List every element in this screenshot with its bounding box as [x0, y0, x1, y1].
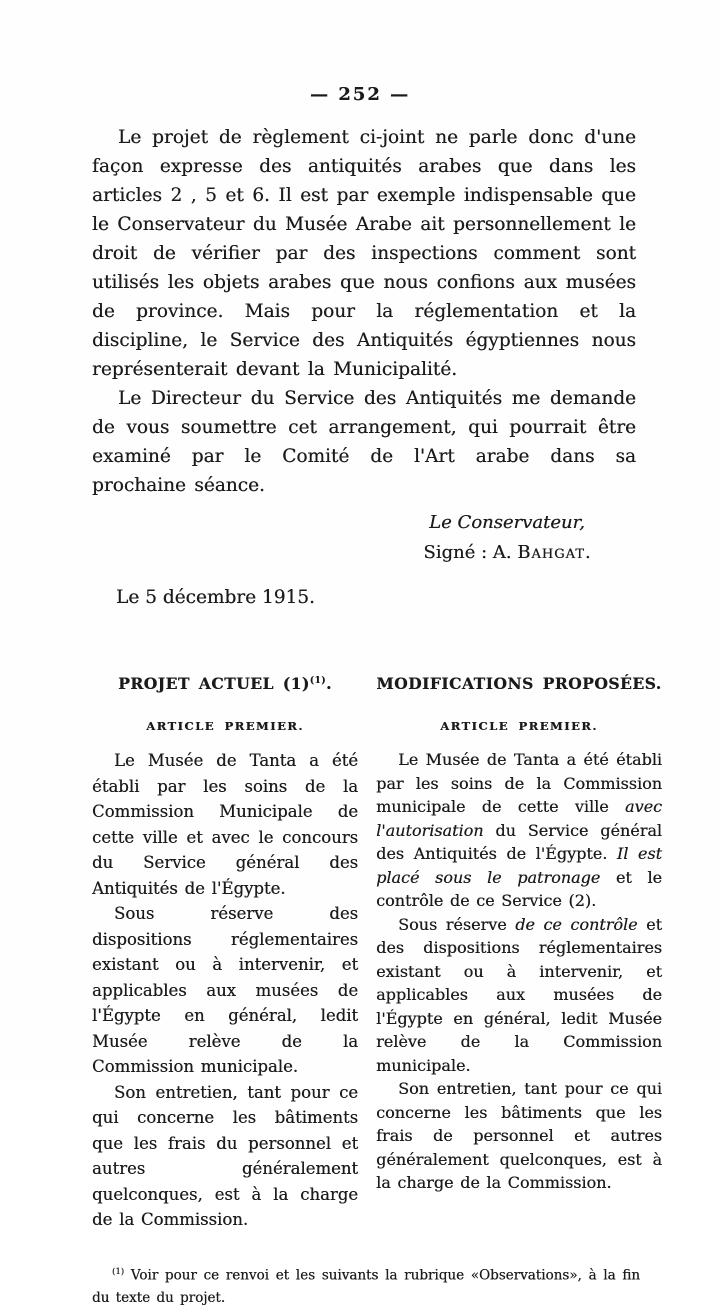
- footnote: [92, 1261, 640, 1310]
- column-modifications-proposees: [376, 674, 662, 1233]
- signature-role: Le Conservateur,: [402, 508, 612, 538]
- column-title-modifications: MODIFICATIONS PROPOSÉES.: [376, 674, 662, 693]
- right-p2-seg-c: et des dispositions réglementaires existant ou à intervenir, et applicables aux musées de l'Égypte en général, ledit Musée relève de la Commission municipale.: [376, 915, 662, 1075]
- column-title-left-footnote-ref: (1): [310, 676, 326, 686]
- comparison-columns: [92, 674, 662, 1233]
- right-p2-seg-b-italic: de ce contrôle: [515, 915, 637, 934]
- right-p1-seg-c: du Service général des Antiquités de l'Égypte.: [376, 821, 662, 864]
- signature-block: [402, 508, 612, 568]
- column-title-left-period: .: [326, 674, 332, 693]
- date-line: Le 5 décembre 1915.: [92, 584, 720, 612]
- right-paragraph-1: [376, 748, 662, 913]
- page-number: — 252 —: [0, 0, 720, 105]
- left-paragraph-3: Son entretien, tant pour ce qui concerne les bâtiments que les frais du personnel et autres généralement quelconques, est à la charge de la Commission.: [92, 1080, 358, 1233]
- signature-name: Bahgat: [517, 542, 585, 563]
- signature-prefix: Signé : A.: [423, 542, 517, 563]
- right-paragraph-2: [376, 913, 662, 1078]
- column-title-projet-actuel: [92, 674, 358, 693]
- intro-paragraph-1: Le projet de règlement ci-joint ne parle donc d'une façon expresse des antiquités arabes que dans les articles 2 , 5 et 6. Il est par exemple indispensable que le Conservateur du Musée Arabe ait personnellement le droit de vérifier par des inspections comment sont utilisés les objets arabes que nous confions aux musées de province. Mais pour la réglementation et la discipline, le Service des Antiquités égyptiennes nous représenterait devant la Municipalité.: [92, 123, 636, 384]
- right-p1-seg-a: Le Musée de Tanta a été établi par les soins de la Commission municipale de cette ville: [376, 750, 662, 816]
- footnote-marker: (1): [112, 1267, 124, 1277]
- intro-section: [92, 123, 636, 500]
- signature-suffix: .: [585, 542, 591, 563]
- signature-line: [402, 538, 612, 568]
- left-paragraph-2: Sous réserve des dispositions réglementaires existant ou à intervenir, et applicables aux musées de l'Égypte en général, ledit Musée relève de la Commission municipale.: [92, 901, 358, 1080]
- footnote-text: Voir pour ce renvoi et les suivants la rubrique «Observations», à la fin du texte du projet.: [92, 1267, 640, 1306]
- right-p1-seg-e: et le contrôle de ce Service (2).: [376, 868, 662, 911]
- right-p1-seg-b-italic: avec l'autorisation: [376, 797, 662, 840]
- right-paragraph-3: Son entretien, tant pour ce qui concerne les bâtiments que les frais de personnel et autres généralement quelconques, est à la charge de la Commission.: [376, 1077, 662, 1195]
- column-projet-actuel: [92, 674, 358, 1233]
- right-p1-seg-d-italic: Il est placé sous le patronage: [376, 844, 662, 887]
- column-title-left-text: PROJET ACTUEL (1): [118, 674, 310, 693]
- article-heading-right: ARTICLE PREMIER.: [376, 719, 662, 733]
- article-heading-left: ARTICLE PREMIER.: [92, 719, 358, 733]
- left-paragraph-1: Le Musée de Tanta a été établi par les soins de la Commission Municipale de cette ville et avec le concours du Service général des Antiquités de l'Égypte.: [92, 748, 358, 901]
- intro-paragraph-2: Le Directeur du Service des Antiquités me demande de vous soumettre cet arrangement, qui pourrait être examiné par le Comité de l'Art arabe dans sa prochaine séance.: [92, 384, 636, 500]
- right-p2-seg-a: Sous réserve: [398, 915, 515, 934]
